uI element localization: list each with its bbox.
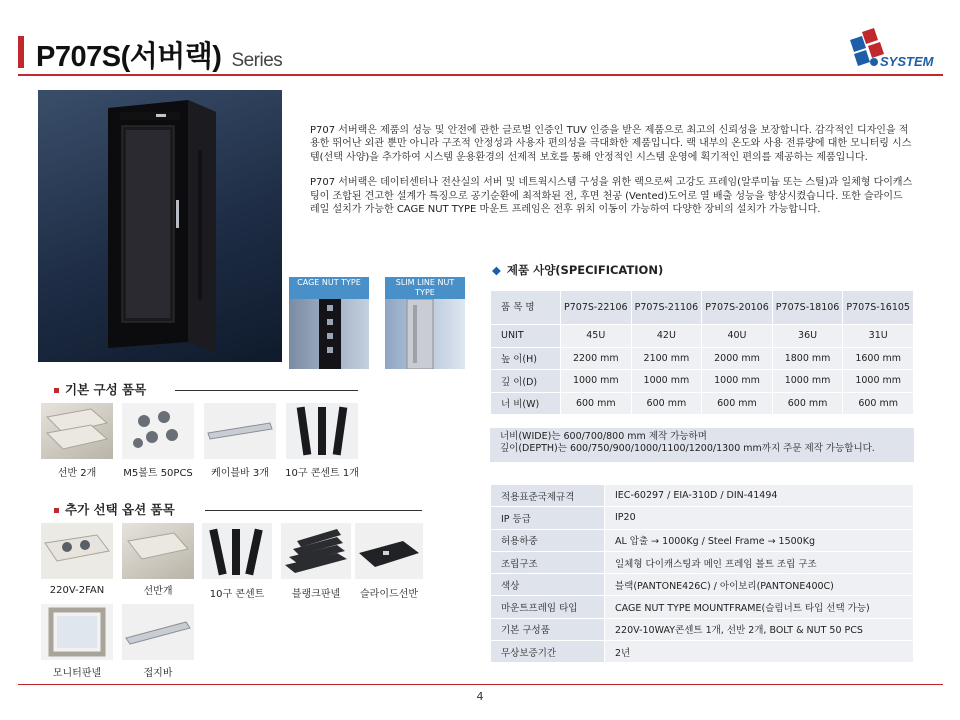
shelf-illustration <box>41 403 113 459</box>
spec-row-height <box>491 347 914 370</box>
table-cell: 600 mm <box>772 392 843 415</box>
title-text: P707S(서버랙) <box>36 41 222 73</box>
fan-illustration <box>41 523 113 579</box>
spec-header-row <box>491 291 914 325</box>
cage-nut-type-panel <box>289 277 369 369</box>
table-cell: 1000 mm <box>772 370 843 393</box>
model-cell: P707S-18106 <box>772 291 843 325</box>
table-cell: 45U <box>561 325 632 348</box>
row-label: 색상 <box>491 574 605 596</box>
table-cell: 600 mm <box>702 392 773 415</box>
row-label: IP 등급 <box>491 507 605 529</box>
basic-title-text: 기본 구성 품목 <box>65 382 147 397</box>
table-cell: 40U <box>702 325 773 348</box>
table-row <box>491 529 914 551</box>
monitor-panel-illustration <box>41 604 113 660</box>
row-value: CAGE NUT TYPE MOUNTFRAME(슬림너트 타입 선택 가능) <box>605 596 914 618</box>
table-cell: 2100 mm <box>631 347 702 370</box>
cage-nut-photo <box>289 299 369 369</box>
table-cell: 600 mm <box>561 392 632 415</box>
model-cell: P707S-20106 <box>702 291 773 325</box>
logo-text: SYSTEM <box>880 54 934 69</box>
row-label: 깊 이(D) <box>491 370 561 393</box>
blank-panel-thumbnail <box>281 523 351 579</box>
server-rack-illustration <box>38 90 282 362</box>
power-strip-illustration <box>286 403 358 459</box>
cage-nut-rail-illustration <box>289 299 369 369</box>
table-cell: 1000 mm <box>843 370 914 393</box>
row-value: 2년 <box>605 641 914 663</box>
product-description <box>310 124 914 228</box>
table-cell: 600 mm <box>631 392 702 415</box>
row-label: 무상보증기간 <box>491 641 605 663</box>
slim-line-rail-illustration <box>385 299 465 369</box>
table-cell: 1000 mm <box>561 370 632 393</box>
shelf-option-illustration <box>122 523 194 579</box>
basic-title-underline <box>175 390 358 391</box>
model-cell: P707S-21106 <box>631 291 702 325</box>
item-caption: 선반 2개 <box>57 468 97 479</box>
table-row <box>491 551 914 573</box>
spec-heading <box>492 262 663 278</box>
diamond-icon: ◆ <box>492 263 501 277</box>
item-caption: 220V-2FAN <box>49 585 105 596</box>
cable-bar-thumbnail <box>204 403 276 459</box>
item-caption: 접지바 <box>143 668 173 679</box>
table-row <box>491 574 914 596</box>
outlet-option-thumbnail <box>202 523 272 579</box>
description-paragraph-2: P707 서버랙은 데이터센터나 전산실의 서버 및 네트웍시스템 구성을 위한 랙으로써 고강도 프레임(알루미늄 또는 스틸)과 일체형 다이캐스팅이 조합된 견고한 설계가 특징으로 공기순환에 최적화된 전, 후면 천공 (Vented)도어로 열 배출 성능을 향상시켰습니다. 또한 슬라이드 레일 설치가 가능한 CAGE NUT TYPE 마운트 프레임은 전후 위치 이동이 가능하여 다양한 장비의 설치가 가능합니다. <box>310 177 913 216</box>
bolt-thumbnail <box>122 403 194 459</box>
row-value: 일체형 다이캐스팅과 메인 프레임 볼트 조립 구조 <box>605 551 914 573</box>
title-accent-bar <box>18 36 24 68</box>
options-title-text: 추가 선택 옵션 품목 <box>65 502 175 517</box>
basic-components-title <box>54 380 146 398</box>
row-label: UNIT <box>491 325 561 348</box>
row-label: 마운트프레임 타입 <box>491 596 605 618</box>
item-caption: 슬라이드선반 <box>360 589 418 600</box>
table-cell: 1000 mm <box>702 370 773 393</box>
item-caption: 모니터판넬 <box>52 668 102 679</box>
ground-bar-illustration <box>122 604 194 660</box>
item-caption: 선반개 <box>143 586 173 597</box>
table-row <box>491 618 914 640</box>
bolt-illustration <box>122 403 194 459</box>
spec-row-width <box>491 392 914 415</box>
row-label: 적용표준국제규격 <box>491 485 605 507</box>
table-row <box>491 596 914 618</box>
spec-note-line-2: 깊이(DEPTH)는 600/750/900/1000/1100/1200/1300 mm까지 주문 제작 가능합니다. <box>500 443 875 454</box>
header-divider <box>18 74 943 76</box>
slim-line-nut-type-label: SLIM LINE NUT TYPE <box>385 277 465 299</box>
blank-panel-illustration <box>281 523 351 579</box>
row-label: 조립구조 <box>491 551 605 573</box>
description-paragraph-1: P707 서버랙은 제품의 성능 및 안전에 관한 글로벌 인증인 TUV 인증을 받은 제품으로 최고의 신뢰성을 보장합니다. 감각적인 디자인을 적용한 뛰어난 외관 뿐만 아니라 구조적 안정성과 사용자 편의성을 극대화한 제품입니다. 랙 내부의 온도와 사용 전류량에 대한 모니터링 시스템(선택 사양)을 추가하여 시스템 운용환경의 선제적 보호를 통해 안정적인 시스템 운영에 획기적인 편의를 제공하는 제품입니다. <box>310 125 912 163</box>
table-cell: 600 mm <box>843 392 914 415</box>
table-cell: 1000 mm <box>631 370 702 393</box>
page-number: 4 <box>476 690 484 703</box>
table-cell: 2200 mm <box>561 347 632 370</box>
monitor-panel-thumbnail <box>41 604 113 660</box>
item-caption: 10구 콘센트 1개 <box>285 468 359 479</box>
table-cell: 31U <box>843 325 914 348</box>
cable-bar-illustration <box>204 403 276 459</box>
row-value: 220V-10WAY콘센트 1개, 선반 2개, BOLT & NUT 50 PCS <box>605 618 914 640</box>
table-cell: 1600 mm <box>843 347 914 370</box>
rack-photo <box>38 90 282 362</box>
row-label: 너 비(W) <box>491 392 561 415</box>
footer-divider <box>18 684 943 685</box>
page-title <box>36 34 282 75</box>
cage-nut-type-label: CAGE NUT TYPE <box>289 277 369 299</box>
outlet-option-illustration <box>202 523 272 579</box>
item-caption: 케이블바 3개 <box>211 468 269 479</box>
table-row <box>491 485 914 507</box>
spec-detail-table <box>490 484 914 663</box>
row-value: IP20 <box>605 507 914 529</box>
model-cell: P707S-16105 <box>843 291 914 325</box>
spec-row-depth <box>491 370 914 393</box>
row-value: IEC-60297 / EIA-310D / DIN-41494 <box>605 485 914 507</box>
item-caption: M5볼트 50PCS <box>123 468 193 479</box>
slide-shelf-illustration <box>355 523 423 579</box>
shelf-thumbnail <box>41 403 113 459</box>
table-cell: 36U <box>772 325 843 348</box>
row-value: AL 압출 → 1000Kg / Steel Frame → 1500Kg <box>605 529 914 551</box>
row-label: 높 이(H) <box>491 347 561 370</box>
ground-bar-thumbnail <box>122 604 194 660</box>
options-title <box>54 500 175 518</box>
series-label: Series <box>231 50 283 71</box>
spec-note <box>490 428 914 462</box>
row-value: 블랙(PANTONE426C) / 아이보리(PANTONE400C) <box>605 574 914 596</box>
spec-header-label: 품 목 명 <box>491 291 561 325</box>
shelf-option-thumbnail <box>122 523 194 579</box>
table-cell: 42U <box>631 325 702 348</box>
options-title-underline <box>205 510 422 511</box>
item-caption: 블랭크판넬 <box>291 589 341 600</box>
table-row <box>491 507 914 529</box>
slim-line-nut-type-panel <box>385 277 465 369</box>
bullet-square-icon <box>54 388 59 393</box>
slim-line-nut-photo <box>385 299 465 369</box>
slide-shelf-thumbnail <box>355 523 423 579</box>
table-cell: 1800 mm <box>772 347 843 370</box>
spec-row-unit <box>491 325 914 348</box>
spec-table <box>490 290 914 415</box>
row-label: 허용하중 <box>491 529 605 551</box>
power-strip-thumbnail <box>286 403 358 459</box>
bullet-square-icon <box>54 508 59 513</box>
row-label: 기본 구성품 <box>491 618 605 640</box>
table-cell: 2000 mm <box>702 347 773 370</box>
model-cell: P707S-22106 <box>561 291 632 325</box>
spec-heading-text: 제품 사양(SPECIFICATION) <box>506 263 664 277</box>
fan-thumbnail <box>41 523 113 579</box>
spec-note-line-1: 너비(WIDE)는 600/700/800 mm 제작 가능하며 <box>500 431 707 442</box>
item-caption: 10구 콘센트 <box>209 589 265 600</box>
table-row <box>491 641 914 663</box>
